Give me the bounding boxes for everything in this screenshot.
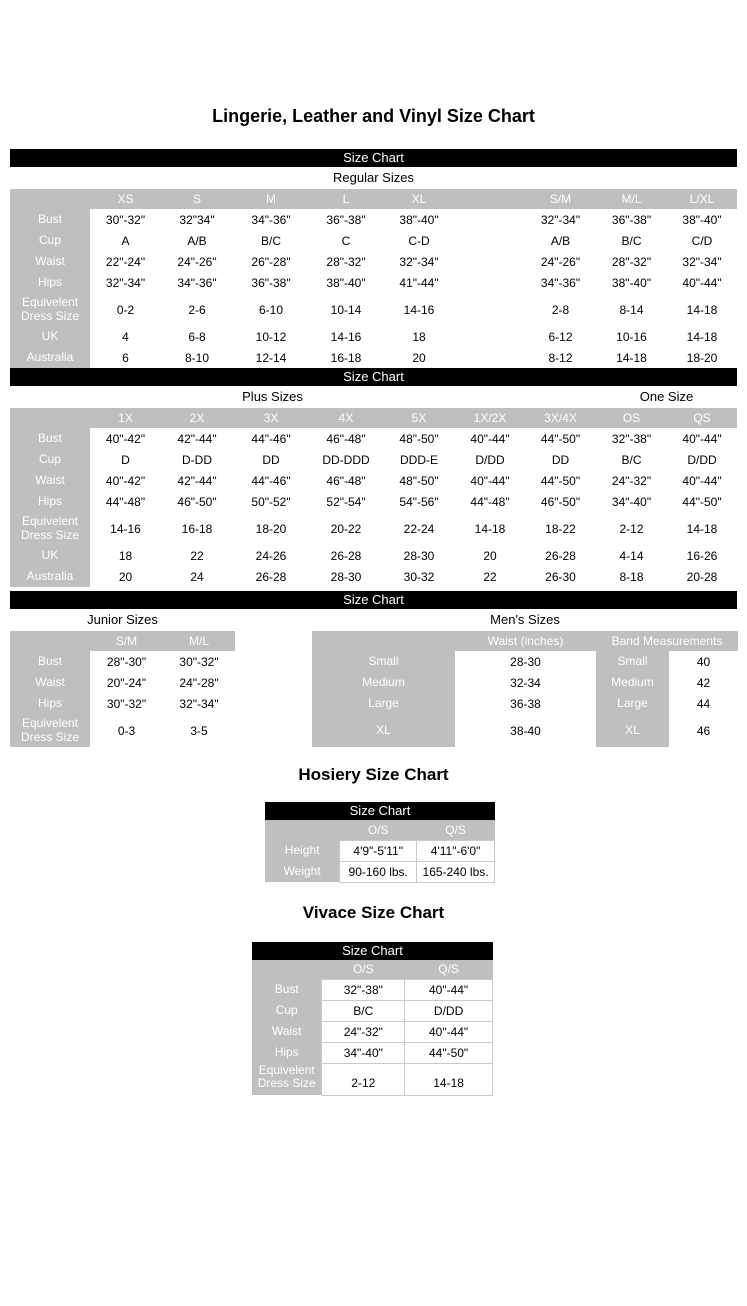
row-label: Cup [10, 449, 90, 470]
hosiery-title: Hosiery Size Chart [298, 765, 449, 784]
size-value: 8-18 [596, 566, 667, 587]
row-label: Hips [10, 693, 90, 714]
size-value: 14-16 [383, 293, 455, 326]
junior-mens-section [0, 631, 747, 747]
size-value: 36"-38" [309, 209, 383, 230]
plus-sizes-section [0, 408, 747, 587]
band-value: 44 [669, 693, 738, 714]
band-size-label: Medium [596, 672, 669, 693]
table-row [10, 470, 737, 491]
size-value: 44"-50" [405, 1043, 493, 1064]
size-value: 41"-44" [383, 272, 455, 293]
size-value: 44"-48" [455, 491, 525, 512]
hosiery-table-mount [265, 820, 495, 883]
size-value: 20-22 [309, 512, 383, 545]
table-row [10, 672, 235, 693]
column-header: M/L [596, 189, 667, 209]
size-value: 6 [90, 347, 161, 368]
size-value: 44"-46" [233, 470, 309, 491]
size-value: 34"-40" [596, 491, 667, 512]
table-row [10, 230, 737, 251]
vivace-size-table [252, 960, 493, 1096]
waist-value: 38-40 [455, 714, 596, 747]
size-value: 4'11"-6'0" [417, 840, 495, 861]
size-value: 8-12 [525, 347, 596, 368]
size-value: 40"-44" [455, 428, 525, 449]
size-label: Large [312, 693, 455, 714]
table-row [265, 861, 495, 882]
waist-value: 32-34 [455, 672, 596, 693]
size-value: 40"-44" [405, 1022, 493, 1043]
hosiery-section [265, 802, 495, 883]
table-row [10, 209, 737, 230]
table-row [10, 651, 235, 672]
size-value: 30"-32" [90, 693, 163, 714]
size-value: 18-22 [525, 512, 596, 545]
row-label: Equivelent Dress Size [10, 293, 90, 326]
row-label: Bust [10, 428, 90, 449]
size-value: 36"-38" [596, 209, 667, 230]
column-header-band: Band Measurements [596, 631, 738, 651]
size-value: 20-28 [667, 566, 737, 587]
size-value: B/C [596, 449, 667, 470]
size-value: D/DD [455, 449, 525, 470]
column-header: 1X/2X [455, 408, 525, 428]
size-value: 46"-50" [525, 491, 596, 512]
size-value: 24"-32" [596, 470, 667, 491]
row-label: Waist [10, 672, 90, 693]
size-value: 46"-48" [309, 470, 383, 491]
size-value: DD-DDD [309, 449, 383, 470]
corner-cell [10, 631, 90, 651]
size-value [455, 209, 525, 230]
size-value: 46"-50" [161, 491, 233, 512]
table-row [10, 449, 737, 470]
size-value: 26-28 [525, 545, 596, 566]
size-value [455, 293, 525, 326]
size-value: 40"-44" [667, 272, 737, 293]
header-row [252, 960, 493, 980]
size-value: 14-18 [667, 293, 737, 326]
size-value: C/D [667, 230, 737, 251]
row-label: Bust [10, 209, 90, 230]
size-value: 32"-34" [525, 209, 596, 230]
table-row [10, 251, 737, 272]
band-size-label: Large [596, 693, 669, 714]
table-row [10, 566, 737, 587]
size-value: C-D [383, 230, 455, 251]
table-row [10, 714, 235, 747]
column-header: O/S [322, 960, 405, 980]
row-label: Hips [10, 272, 90, 293]
column-header: S/M [525, 189, 596, 209]
size-value: 40"-44" [667, 470, 737, 491]
size-value: 4-14 [596, 545, 667, 566]
size-value: A/B [525, 230, 596, 251]
size-value: 14-16 [309, 326, 383, 347]
size-value: 2-12 [322, 1064, 405, 1096]
size-value: 34"-40" [322, 1043, 405, 1064]
size-value: 8-10 [161, 347, 233, 368]
size-chart-bar: Size Chart [265, 802, 495, 820]
column-header-waist: Waist (inches) [455, 631, 596, 651]
row-label: Equivelent Dress Size [10, 714, 90, 747]
size-value: 32"34" [161, 209, 233, 230]
column-header: Q/S [405, 960, 493, 980]
corner-cell [312, 631, 455, 651]
size-value: 16-18 [161, 512, 233, 545]
table-row [252, 1064, 493, 1096]
size-chart-page [0, 106, 747, 1096]
band-value: 42 [669, 672, 738, 693]
size-value [455, 251, 525, 272]
size-value: 44"-48" [90, 491, 161, 512]
row-label: Waist [10, 470, 90, 491]
size-value: 24"-28" [163, 672, 235, 693]
size-value: B/C [596, 230, 667, 251]
column-header: 3X/4X [525, 408, 596, 428]
size-value: 4 [90, 326, 161, 347]
junior-sizes-section [10, 631, 235, 747]
size-value: 40"-44" [667, 428, 737, 449]
size-value: 34"-36" [525, 272, 596, 293]
size-value: 24"-26" [525, 251, 596, 272]
size-value: 24 [161, 566, 233, 587]
table-row [10, 545, 737, 566]
size-value: 28"-30" [90, 651, 163, 672]
column-header: S/M [90, 631, 163, 651]
header-row [312, 631, 738, 651]
size-value: 28"-32" [596, 251, 667, 272]
table-row [252, 980, 493, 1001]
size-value: 28-30 [309, 566, 383, 587]
size-value: 18-20 [233, 512, 309, 545]
size-value: 18-20 [667, 347, 737, 368]
header-row [10, 631, 235, 651]
size-value: 20 [455, 545, 525, 566]
size-value: 32"-34" [383, 251, 455, 272]
size-value: 26-30 [525, 566, 596, 587]
size-value: C [309, 230, 383, 251]
column-header [455, 189, 525, 209]
size-value: 26"-28" [233, 251, 309, 272]
table-row [252, 1022, 493, 1043]
size-value: 10-16 [596, 326, 667, 347]
plus-sizes-table [10, 408, 737, 587]
size-value: 2-6 [161, 293, 233, 326]
size-value: A [90, 230, 161, 251]
section-label-mens: Men's Sizes [490, 612, 560, 627]
junior-mens-label-row [0, 609, 747, 631]
column-header: 1X [90, 408, 161, 428]
size-value: 40"-42" [90, 428, 161, 449]
row-label: Weight [265, 861, 340, 882]
regular-sizes-section [0, 189, 747, 368]
size-value: 165-240 lbs. [417, 861, 495, 882]
table-row [312, 651, 738, 672]
row-label: Hips [10, 491, 90, 512]
size-value: 6-12 [525, 326, 596, 347]
size-value: 30"-32" [163, 651, 235, 672]
size-label: XL [312, 714, 455, 747]
size-value: 14-16 [90, 512, 161, 545]
size-value: 34"-36" [161, 272, 233, 293]
table-row [265, 840, 495, 861]
size-chart-bar: Size Chart [10, 368, 737, 386]
page-title: Lingerie, Leather and Vinyl Size Chart [212, 106, 535, 126]
size-value: 20"-24" [90, 672, 163, 693]
size-value: 42"-44" [161, 428, 233, 449]
size-value: 48"-50" [383, 428, 455, 449]
band-value: 46 [669, 714, 738, 747]
mens-sizes-table [312, 631, 738, 747]
table-row [10, 272, 737, 293]
table-row [312, 672, 738, 693]
table-row [10, 491, 737, 512]
size-value: 12-14 [233, 347, 309, 368]
header-row [10, 408, 737, 428]
size-value: 26-28 [233, 566, 309, 587]
size-value: DD [525, 449, 596, 470]
size-value: D/DD [667, 449, 737, 470]
size-value: 38"-40" [309, 272, 383, 293]
table-row [10, 693, 235, 714]
size-value: DD [233, 449, 309, 470]
size-value: A/B [161, 230, 233, 251]
size-value: 40"-42" [90, 470, 161, 491]
size-value: 38"-40" [383, 209, 455, 230]
size-value: 14-18 [667, 512, 737, 545]
column-header: 3X [233, 408, 309, 428]
size-value: 40"-44" [405, 980, 493, 1001]
column-header: 5X [383, 408, 455, 428]
size-value [455, 347, 525, 368]
row-label: Australia [10, 566, 90, 587]
size-value: 32"-38" [322, 980, 405, 1001]
size-value: 32"-38" [596, 428, 667, 449]
regular-section-label-row [0, 167, 747, 189]
row-label: UK [10, 545, 90, 566]
header-row [265, 820, 495, 840]
row-label: Bust [10, 651, 90, 672]
corner-cell [10, 189, 90, 209]
size-value: D-DD [161, 449, 233, 470]
size-value [455, 326, 525, 347]
size-value: D [90, 449, 161, 470]
size-value: 10-14 [309, 293, 383, 326]
size-value: 34"-36" [233, 209, 309, 230]
row-label: Height [265, 840, 340, 861]
table-row [10, 326, 737, 347]
size-value: 18 [90, 545, 161, 566]
size-value: 54"-56" [383, 491, 455, 512]
size-value: 0-2 [90, 293, 161, 326]
size-value: 22-24 [383, 512, 455, 545]
band-size-label: XL [596, 714, 669, 747]
size-value: 32"-34" [163, 693, 235, 714]
size-value: 44"-50" [667, 491, 737, 512]
size-value: 2-12 [596, 512, 667, 545]
row-label: Bust [252, 980, 322, 1001]
size-label: Small [312, 651, 455, 672]
row-label: Equivelent Dress Size [252, 1064, 322, 1096]
column-header: M [233, 189, 309, 209]
size-value: 14-18 [667, 326, 737, 347]
regular-sizes-table [10, 189, 737, 368]
size-value [455, 272, 525, 293]
table-row [312, 693, 738, 714]
size-value: 22 [161, 545, 233, 566]
column-header: XL [383, 189, 455, 209]
size-value: 38"-40" [667, 209, 737, 230]
column-header: L [309, 189, 383, 209]
size-value: 26-28 [309, 545, 383, 566]
band-size-label: Small [596, 651, 669, 672]
size-value: 16-26 [667, 545, 737, 566]
column-header: S [161, 189, 233, 209]
row-label: Waist [252, 1022, 322, 1043]
vivace-table-mount [252, 960, 493, 1096]
size-value [455, 230, 525, 251]
size-value: 30-32 [383, 566, 455, 587]
size-value: 44"-50" [525, 470, 596, 491]
size-chart-bar: Size Chart [10, 149, 737, 167]
size-value: 18 [383, 326, 455, 347]
column-header: L/XL [667, 189, 737, 209]
band-value: 40 [669, 651, 738, 672]
column-header: XS [90, 189, 161, 209]
row-label: Cup [10, 230, 90, 251]
size-value: 20 [383, 347, 455, 368]
row-label: Waist [10, 251, 90, 272]
size-value: 44"-50" [525, 428, 596, 449]
corner-cell [252, 960, 322, 980]
row-label: Cup [252, 1001, 322, 1022]
size-value: 38"-40" [596, 272, 667, 293]
mens-sizes-section [312, 631, 738, 747]
size-value: 8-14 [596, 293, 667, 326]
hosiery-size-table [265, 820, 495, 883]
section-label-regular: Regular Sizes [333, 170, 414, 185]
row-label: Australia [10, 347, 90, 368]
size-value: 3-5 [163, 714, 235, 747]
plus-section-label-row [0, 386, 747, 408]
column-header: QS [667, 408, 737, 428]
size-value: 40"-44" [455, 470, 525, 491]
size-value: 2-8 [525, 293, 596, 326]
size-value: 48"-50" [383, 470, 455, 491]
size-value: 24"-26" [161, 251, 233, 272]
size-chart-bar: Size Chart [252, 942, 493, 960]
size-value: 0-3 [90, 714, 163, 747]
column-header: M/L [163, 631, 235, 651]
size-value: 32"-34" [667, 251, 737, 272]
size-value: 10-12 [233, 326, 309, 347]
table-row [10, 428, 737, 449]
size-value: 4'9"-5'11" [340, 840, 417, 861]
row-label: UK [10, 326, 90, 347]
size-value: 36"-38" [233, 272, 309, 293]
column-header: 2X [161, 408, 233, 428]
size-value: 90-160 lbs. [340, 861, 417, 882]
size-value: 32"-34" [90, 272, 161, 293]
corner-cell [10, 408, 90, 428]
size-value: 28"-32" [309, 251, 383, 272]
junior-sizes-table [10, 631, 235, 747]
row-label: Hips [252, 1043, 322, 1064]
size-value: 52"-54" [309, 491, 383, 512]
column-header: Q/S [417, 820, 495, 840]
vivace-title: Vivace Size Chart [302, 902, 445, 922]
size-value: 42"-44" [161, 470, 233, 491]
size-value: 6-10 [233, 293, 309, 326]
size-value: 28-30 [383, 545, 455, 566]
header-row [10, 189, 737, 209]
size-value: 16-18 [309, 347, 383, 368]
size-value: 14-18 [455, 512, 525, 545]
size-value: 22 [455, 566, 525, 587]
section-label-junior: Junior Sizes [87, 612, 158, 627]
table-row [252, 1043, 493, 1064]
size-value: 22"-24" [90, 251, 161, 272]
waist-value: 28-30 [455, 651, 596, 672]
table-row [10, 512, 737, 545]
vivace-section [252, 942, 493, 1096]
size-label: Medium [312, 672, 455, 693]
size-value: 20 [90, 566, 161, 587]
column-header: OS [596, 408, 667, 428]
size-value: 6-8 [161, 326, 233, 347]
column-header: O/S [340, 820, 417, 840]
size-value: D/DD [405, 1001, 493, 1022]
row-label: Equivelent Dress Size [10, 512, 90, 545]
size-value: 50"-52" [233, 491, 309, 512]
size-value: B/C [233, 230, 309, 251]
size-value: 44"-46" [233, 428, 309, 449]
size-chart-bar: Size Chart [10, 591, 737, 609]
size-value: 24-26 [233, 545, 309, 566]
column-header: 4X [309, 408, 383, 428]
size-value: 14-18 [596, 347, 667, 368]
table-row [252, 1001, 493, 1022]
section-label-one-size: One Size [639, 389, 694, 404]
size-value: 30"-32" [90, 209, 161, 230]
size-value: 46"-48" [309, 428, 383, 449]
size-value: B/C [322, 1001, 405, 1022]
waist-value: 36-38 [455, 693, 596, 714]
table-row [10, 347, 737, 368]
table-row [312, 714, 738, 747]
size-value: DDD-E [383, 449, 455, 470]
table-row [10, 293, 737, 326]
section-label-plus: Plus Sizes [242, 389, 303, 404]
corner-cell [265, 820, 340, 840]
size-value: 24"-32" [322, 1022, 405, 1043]
size-value: 14-18 [405, 1064, 493, 1096]
